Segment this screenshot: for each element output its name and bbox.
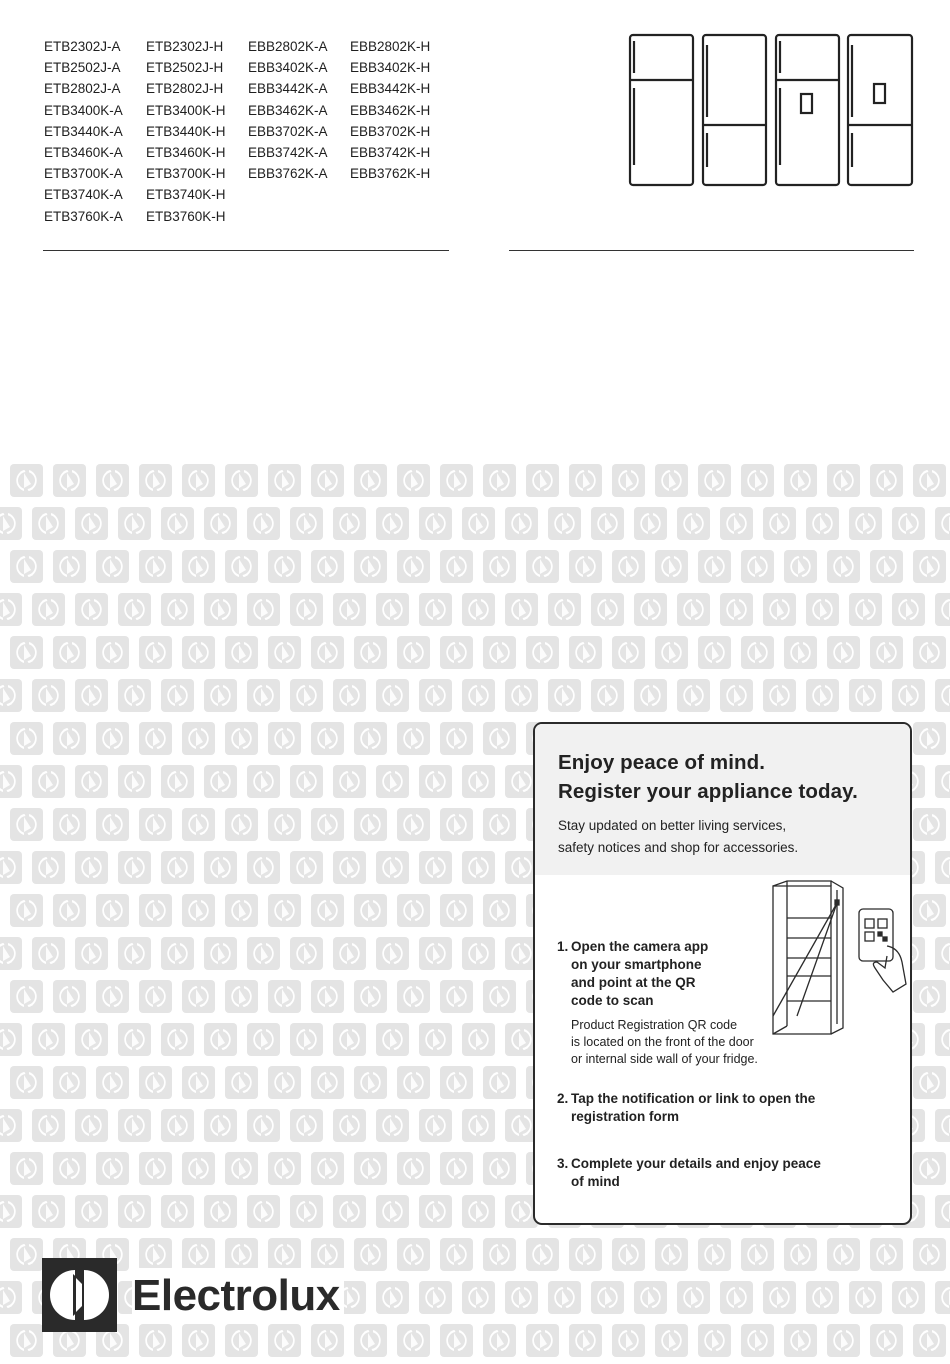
- divider-left: [43, 250, 449, 251]
- step-2-line: Tap the notification or link to open the: [571, 1091, 816, 1106]
- step-1-line: on your smartphone: [571, 957, 702, 972]
- model-number: EBB3462K-A: [248, 102, 328, 118]
- model-number: EBB3702K-A: [248, 123, 328, 139]
- bottom-mount-fridge-icon: [703, 35, 766, 185]
- model-number: ETB3760K-A: [44, 208, 123, 224]
- model-number: EBB2802K-H: [350, 39, 431, 54]
- fridge-illustrations: [628, 33, 914, 188]
- top-mount-fridge-icon: [630, 35, 693, 185]
- qr-note-line: is located on the front of the door: [571, 1035, 754, 1049]
- model-number: ETB3760K-H: [146, 208, 226, 224]
- electrolux-logo-icon: [42, 1258, 117, 1332]
- bottom-mount-dispenser-fridge-icon-2: [848, 35, 912, 185]
- step-1-line: and point at the QR: [571, 975, 696, 990]
- model-number: ETB3460K-H: [146, 144, 226, 160]
- model-number: EBB3742K-A: [248, 144, 328, 160]
- step-2: [557, 1090, 815, 1126]
- registration-header: [535, 724, 910, 875]
- qr-note-line: or internal side wall of your fridge.: [571, 1052, 758, 1066]
- step-3-line: of mind: [571, 1174, 620, 1189]
- model-column-2: [146, 36, 248, 227]
- subtext-line-1: Stay updated on better living services,: [558, 818, 787, 833]
- model-number: EBB3402K-A: [248, 60, 328, 76]
- registration-card: [533, 722, 912, 1225]
- headline-line-2: Register your appliance today.: [558, 780, 858, 803]
- model-number: ETB3740K-H: [146, 187, 226, 203]
- subtext-line-2: safety notices and shop for accessories.: [558, 839, 799, 855]
- bottom-mount-dispenser-fridge-icon: [776, 35, 839, 185]
- step-1: [557, 938, 708, 1010]
- step-1-line: code to scan: [571, 993, 654, 1008]
- model-number: EBB3442K-A: [248, 81, 328, 97]
- model-number: ETB2502J-H: [146, 60, 224, 76]
- model-number: EBB3762K-A: [248, 166, 328, 182]
- model-number: EBB3402K-H: [350, 60, 431, 76]
- model-number: ETB3740K-A: [44, 187, 123, 203]
- fridge-qr-scan-illustration: [767, 876, 912, 1041]
- qr-note-line: Product Registration QR code: [571, 1018, 738, 1032]
- model-number: ETB2802J-A: [44, 81, 121, 97]
- model-column-4: [350, 36, 452, 227]
- model-column-3: [248, 36, 350, 227]
- model-number: EBB3442K-H: [350, 81, 431, 97]
- brand-wordmark: Electrolux: [132, 1268, 344, 1324]
- model-number: ETB3700K-A: [44, 166, 123, 182]
- step-3-number: 3.: [557, 1156, 569, 1171]
- model-number: ETB2802J-H: [146, 81, 224, 97]
- step-2-number: 2.: [557, 1091, 569, 1106]
- model-number: ETB3460K-A: [44, 144, 123, 160]
- model-number: ETB2502J-A: [44, 60, 121, 76]
- model-number: EBB3462K-H: [350, 102, 431, 118]
- model-number: ETB3700K-H: [146, 166, 226, 182]
- step-2-line: registration form: [571, 1109, 680, 1124]
- model-number: ETB3440K-A: [44, 123, 123, 139]
- qr-location-note: [571, 1017, 758, 1068]
- model-number: EBB3702K-H: [350, 123, 431, 139]
- model-number: EBB3762K-H: [350, 166, 431, 182]
- model-number: ETB2302J-H: [146, 39, 224, 54]
- divider-right: [509, 250, 914, 251]
- model-number: ETB3440K-H: [146, 123, 226, 139]
- model-number: EBB3742K-H: [350, 144, 431, 160]
- step-1-line: Open the camera app: [571, 939, 709, 954]
- step-1-number: 1.: [557, 939, 569, 954]
- step-3-line: Complete your details and enjoy peace: [571, 1156, 821, 1171]
- model-number: ETB2302J-A: [44, 39, 121, 54]
- step-3: [557, 1155, 821, 1191]
- model-list: [44, 36, 452, 227]
- model-number: ETB3400K-H: [146, 102, 226, 118]
- headline-line-1: Enjoy peace of mind.: [558, 751, 766, 774]
- model-number: EBB2802K-A: [248, 39, 328, 54]
- model-column-1: [44, 36, 146, 227]
- model-number: ETB3400K-A: [44, 102, 123, 118]
